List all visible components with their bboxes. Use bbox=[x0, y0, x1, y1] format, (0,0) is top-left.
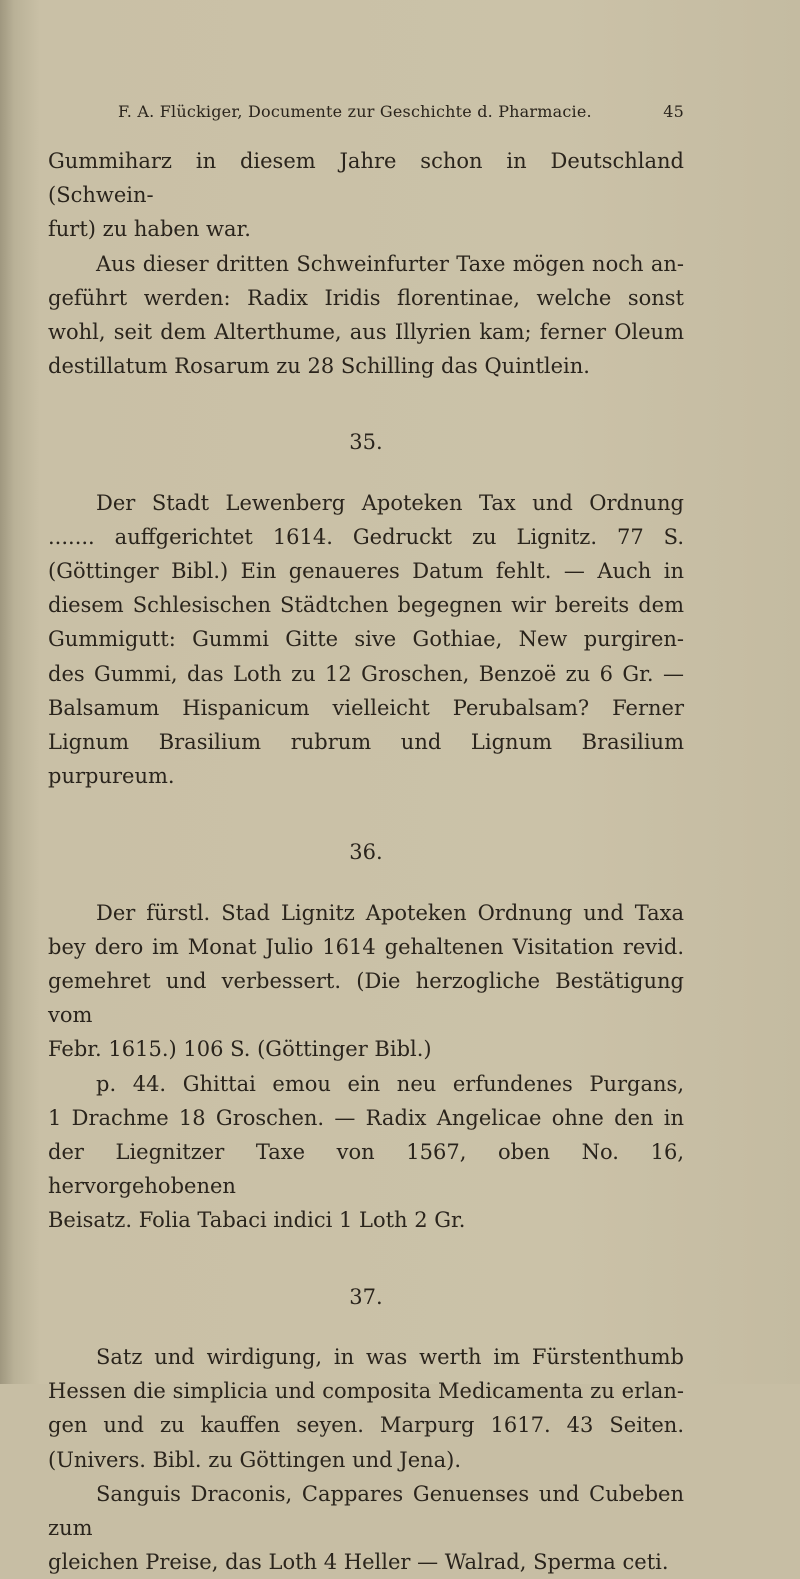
text-line: gleichen Preise, das Loth 4 Heller — Walrad, Sperma ceti. bbox=[48, 1550, 669, 1575]
text-line: (Univers. Bibl. zu Göttingen und Jena). bbox=[48, 1447, 462, 1472]
text-line: Beisatz. Folia Tabaci indici 1 Loth 2 Gr. bbox=[48, 1208, 466, 1233]
text-line: destillatum Rosarum zu 28 Schilling das Quintlein. bbox=[48, 354, 590, 379]
text-line: Aus dieser dritten Schweinfurter Taxe mögen noch an- bbox=[96, 251, 684, 276]
text-line: p. 44. Ghittai emou ein neu erfundenes Purgans, bbox=[96, 1071, 684, 1096]
text-line: gemehret und verbessert. (Die herzogliche Bestätigung vom bbox=[48, 969, 684, 1028]
text-line: Lignum Brasilium rubrum und Lignum Brasilium purpureum. bbox=[48, 730, 684, 789]
text-line: des Gummi, das Loth zu 12 Groschen, Benzoë zu 6 Gr. — bbox=[48, 661, 684, 686]
text-line: furt) zu haben war. bbox=[48, 217, 251, 242]
text-line: (Göttinger Bibl.) Ein genaueres Datum fehlt. — Auch in bbox=[48, 559, 684, 584]
text-line: geführt werden: Radix Iridis florentinae, welche sonst bbox=[48, 285, 684, 310]
running-title: F. A. Flückiger, Documente zur Geschichte d. Pharmacie. bbox=[118, 102, 592, 121]
text-line: gen und zu kauffen seyen. Marpurg 1617. 43 Seiten. bbox=[48, 1413, 684, 1438]
section-heading-36: 36. bbox=[349, 840, 383, 865]
text-line: Sanguis Draconis, Cappares Genuenses und Cubeben zum bbox=[48, 1481, 684, 1540]
page-body bbox=[48, 144, 684, 1579]
text-line: Balsamum Hispanicum vielleicht Perubalsam? Ferner bbox=[48, 695, 684, 720]
text-line: 1 Drachme 18 Groschen. — Radix Angelicae ohne den in bbox=[48, 1105, 684, 1130]
text-line: wohl, seit dem Alterthume, aus Illyrien kam; ferner Oleum bbox=[48, 320, 684, 345]
text-line: Satz und wirdigung, in was werth im Fürstenthumb bbox=[96, 1344, 684, 1369]
text-line: bey dero im Monat Julio 1614 gehaltenen Visitation revid. bbox=[48, 934, 684, 959]
text-line: diesem Schlesischen Städtchen begegnen wir bereits dem bbox=[48, 593, 684, 618]
text-line: Der Stadt Lewenberg Apoteken Tax und Ordnung bbox=[96, 490, 684, 515]
text-line: Gummiharz in diesem Jahre schon in Deutschland (Schwein- bbox=[48, 149, 684, 208]
text-line: Febr. 1615.) 106 S. (Göttinger Bibl.) bbox=[48, 1037, 432, 1062]
section-heading-37: 37. bbox=[349, 1284, 383, 1309]
text-line: Der fürstl. Stad Lignitz Apoteken Ordnung und Taxa bbox=[96, 900, 684, 925]
text-line: ....... auffgerichtet 1614. Gedruckt zu Lignitz. 77 S. bbox=[48, 524, 684, 549]
text-line: Hessen die simplicia und composita Medicamenta zu erlan- bbox=[48, 1379, 684, 1404]
section-heading-35: 35. bbox=[349, 430, 383, 455]
page-number: 45 bbox=[663, 102, 684, 121]
text-line: der Liegnitzer Taxe von 1567, oben No. 16, hervorgehobenen bbox=[48, 1140, 684, 1199]
text-line: Gummigutt: Gummi Gitte sive Gothiae, New purgiren- bbox=[48, 627, 684, 652]
